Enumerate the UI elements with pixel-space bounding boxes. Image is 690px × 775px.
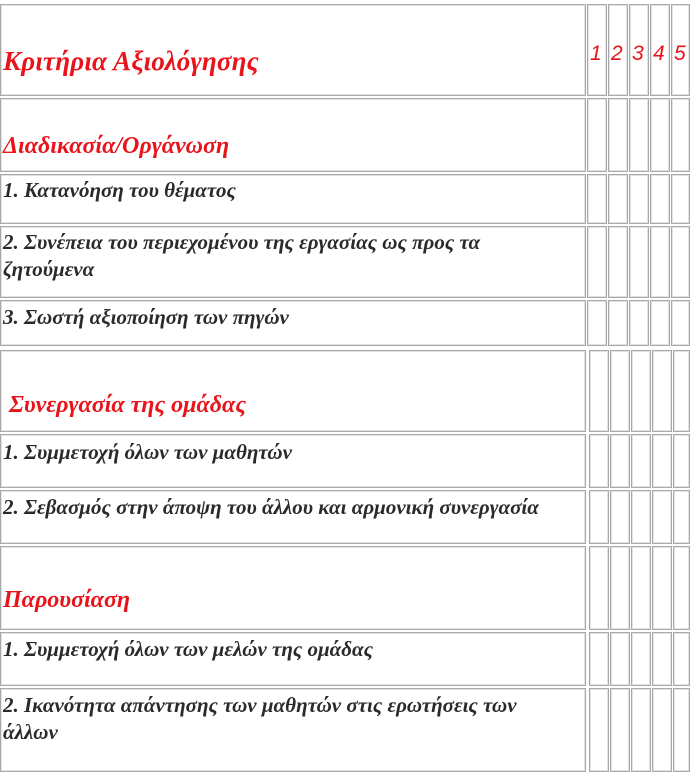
score-cell xyxy=(673,688,690,772)
score-cell xyxy=(652,434,672,488)
criterion-cell xyxy=(0,434,586,488)
score-cell xyxy=(629,98,649,172)
score-cell xyxy=(673,546,690,630)
score-cell xyxy=(650,98,670,172)
score-cell xyxy=(629,226,649,298)
score-cell xyxy=(587,98,607,172)
score-cell xyxy=(608,98,628,172)
score-label-2: 2 xyxy=(611,42,623,65)
score-cell xyxy=(629,300,649,346)
score-label-1: 1 xyxy=(590,42,602,65)
score-cell xyxy=(673,490,690,544)
score-cell xyxy=(587,174,607,224)
section-row xyxy=(0,98,690,172)
criterion-row xyxy=(0,632,690,686)
score-header-cell-2 xyxy=(608,4,628,96)
score-cell xyxy=(671,174,690,224)
score-cell xyxy=(610,688,630,772)
criterion-cell xyxy=(0,174,586,224)
score-cell xyxy=(629,174,649,224)
score-cell xyxy=(587,300,607,346)
criterion-cell xyxy=(0,490,586,544)
score-label-3: 3 xyxy=(632,42,644,65)
score-cell xyxy=(650,300,670,346)
score-cell xyxy=(631,434,651,488)
score-cell xyxy=(589,434,609,488)
score-cell xyxy=(610,490,630,544)
criterion-row xyxy=(0,490,690,544)
score-cell xyxy=(671,98,690,172)
score-cell xyxy=(631,688,651,772)
criterion-cell xyxy=(0,688,586,772)
score-cell xyxy=(631,632,651,686)
criterion-row xyxy=(0,226,690,298)
criterion-row xyxy=(0,300,690,346)
score-cell xyxy=(650,174,670,224)
score-label-5: 5 xyxy=(674,42,686,65)
score-header-cell-3 xyxy=(629,4,649,96)
section-title: Συνεργασία της ομάδας xyxy=(9,392,247,418)
criterion-text: 3. Σωστή αξιοποίηση των πηγών xyxy=(3,305,289,329)
score-cell xyxy=(631,490,651,544)
section-title: Παρουσίαση xyxy=(3,587,131,613)
score-cell xyxy=(650,226,670,298)
score-cell xyxy=(610,632,630,686)
score-cell xyxy=(671,226,690,298)
score-cell xyxy=(671,300,690,346)
criterion-text: 1. Κατανόηση του θέματος xyxy=(3,178,236,202)
score-header-cell-5 xyxy=(671,4,690,96)
score-cell xyxy=(610,546,630,630)
table-title: Κριτήρια Αξιολόγησης xyxy=(3,46,259,76)
score-cell xyxy=(589,688,609,772)
score-cell xyxy=(589,632,609,686)
score-cell xyxy=(608,226,628,298)
score-cell xyxy=(652,546,672,630)
section-title-cell xyxy=(0,546,586,630)
score-header-cell-4 xyxy=(650,4,670,96)
criterion-row xyxy=(0,688,690,772)
score-cell xyxy=(610,350,630,432)
criterion-text: 1. Συμμετοχή όλων των μελών της ομάδας xyxy=(3,637,374,661)
score-header-cell-1 xyxy=(587,4,607,96)
score-cell xyxy=(652,490,672,544)
score-cell xyxy=(610,434,630,488)
score-cell xyxy=(589,546,609,630)
criterion-cell xyxy=(0,300,586,346)
criterion-text: 2. Ικανότητα απάντησης των μαθητών στις ερωτήσεις των άλλων xyxy=(3,693,517,744)
header-row xyxy=(0,4,690,96)
score-cell xyxy=(652,350,672,432)
score-cell xyxy=(673,632,690,686)
criterion-row xyxy=(0,434,690,488)
score-cell xyxy=(652,688,672,772)
criterion-cell xyxy=(0,226,586,298)
section-title: Διαδικασία/Οργάνωση xyxy=(3,133,230,159)
section-title-cell xyxy=(0,98,586,172)
score-cell xyxy=(587,226,607,298)
score-cell xyxy=(631,350,651,432)
score-cell xyxy=(673,350,690,432)
criterion-cell xyxy=(0,632,586,686)
score-cell xyxy=(589,350,609,432)
score-cell xyxy=(608,300,628,346)
score-cell xyxy=(589,490,609,544)
score-cell xyxy=(631,546,651,630)
criterion-text: 1. Συμμετοχή όλων των μαθητών xyxy=(3,440,292,464)
section-row xyxy=(0,546,690,630)
criterion-row xyxy=(0,174,690,224)
score-cell xyxy=(673,434,690,488)
score-cell xyxy=(608,174,628,224)
section-title-cell xyxy=(0,350,586,432)
score-cell xyxy=(652,632,672,686)
criterion-text: 2. Σεβασμός στην άποψη του άλλου και αρμονική συνεργασία xyxy=(3,495,539,519)
criterion-text: 2. Συνέπεια του περιεχομένου της εργασίας ως προς τα ζητούμενα xyxy=(3,230,481,281)
section-row xyxy=(0,350,690,432)
score-label-4: 4 xyxy=(653,42,665,65)
header-title-cell xyxy=(0,4,586,96)
